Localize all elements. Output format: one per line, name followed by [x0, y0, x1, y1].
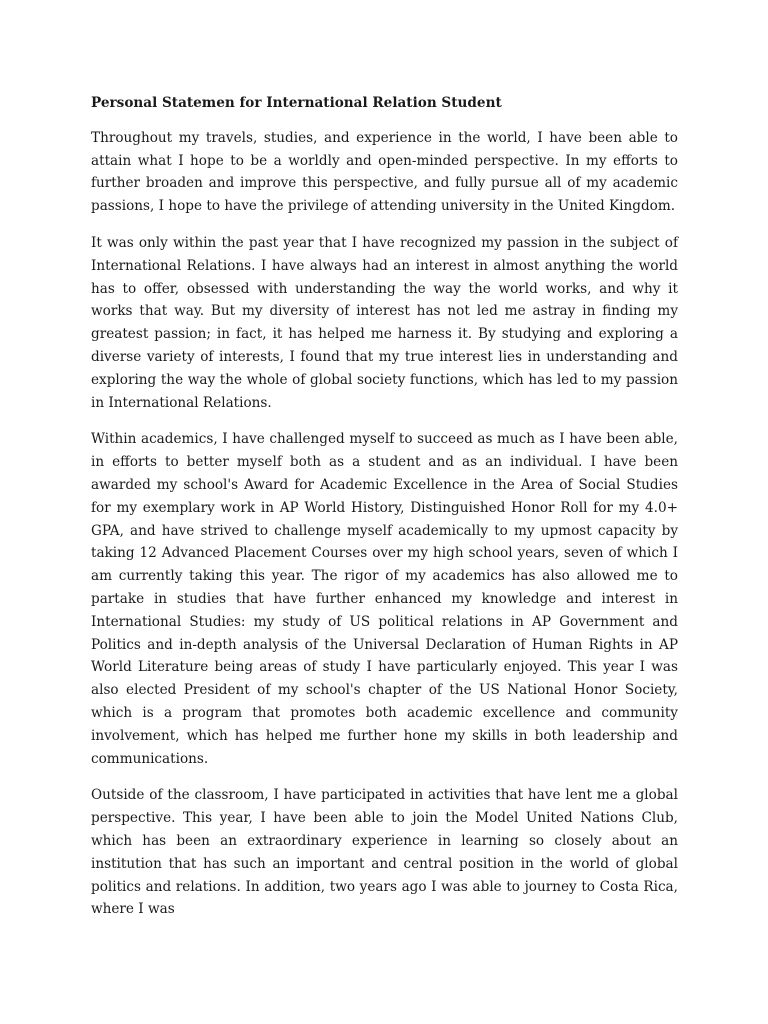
paragraph-intro: Throughout my travels, studies, and experience in the world, I have been able to attain what I hope to be a worldly and open-minded perspective. In my efforts to further broaden and improve this perspective, and fully pursue all of my academic passions, I hope to have the privilege of attending university in the United Kingdom.: [91, 129, 678, 215]
paragraph-academics: Within academics, I have challenged myself to succeed as much as I have been able, in efforts to better myself both as a student and as an individual. I have been awarded my school's Award for Academic Excellence in the Area of Social Studies for my exemplary work in AP World History, Distinguished Honor Roll for my 4.0+ GPA, and have strived to challenge myself academically to my upmost capacity by taking 12 Advanced Placement Courses over my high school years, seven of which I am currently taking this year. The rigor of my academics has also allowed me to partake in studies that have further enhanced my knowledge and interest in International Studies: my study of US political relations in AP Government and Politics and in-depth analysis of the Universal Declaration of Human Rights in AP World Literature being areas of study I have particularly enjoyed. This year I was also elected President of my school's chapter of the US National Honor Society, which is a program that promotes both academic excellence and community involvement, which has helped me further hone my skills in both leadership and communications.: [91, 431, 678, 767]
document-page: [91, 92, 678, 935]
document-title: Personal Statemen for International Relation Student: [91, 95, 502, 111]
paragraph-activities: Outside of the classroom, I have participated in activities that have lent me a global perspective. This year, I have been able to join the Model United Nations Club, which has been an extraordinary experience in learning so closely about an institution that has such an important and central position in the world of global politics and relations. In addition, two years ago I was able to journey to Costa Rica, where I was: [91, 787, 678, 918]
paragraph-passion: It was only within the past year that I have recognized my passion in the subject of International Relations. I have always had an interest in almost anything the world has to offer, obsessed with understanding the way the world works, and why it works that way. But my diversity of interest has not led me astray in finding my greatest passion; in fact, it has helped me harness it. By studying and exploring a diverse variety of interests, I found that my true interest lies in understanding and exploring the way the whole of global society functions, which has led to my passion in International Relations.: [91, 234, 678, 411]
